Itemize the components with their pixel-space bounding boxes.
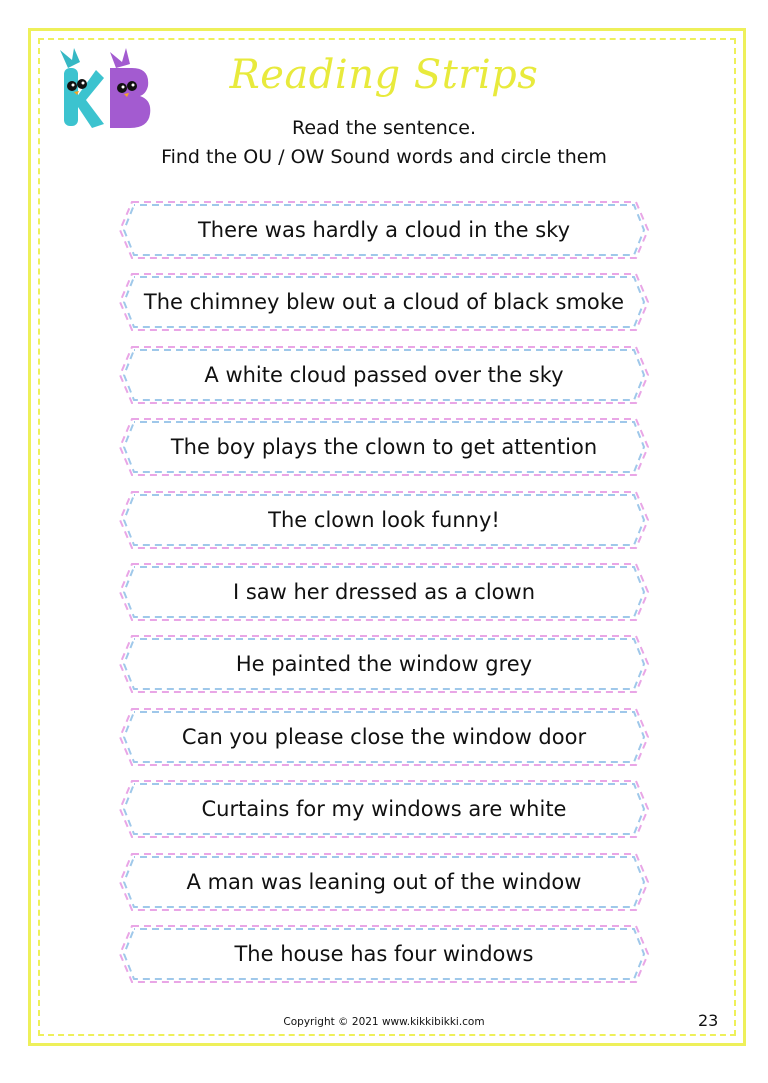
reading-strip <box>118 417 650 477</box>
strip-sentence: Curtains for my windows are white <box>201 797 567 822</box>
reading-strip <box>118 345 650 405</box>
instruction-line-2: Find the OU / OW Sound words and circle them <box>161 146 607 168</box>
strip-sentence: The clown look funny! <box>268 507 500 532</box>
strip-sentence: He painted the window grey <box>235 652 533 677</box>
strip-sentence: A man was leaning out of the window <box>186 869 582 894</box>
strip-sentence: I saw her dressed as a clown <box>232 579 536 604</box>
reading-strip <box>118 200 650 260</box>
strip-sentence: The house has four windows <box>234 941 534 966</box>
reading-strip <box>118 852 650 912</box>
page-title: Reading Strips <box>229 52 539 98</box>
page-number: 23 <box>698 1011 719 1030</box>
strip-sentence: The chimney blew out a cloud of black smoke <box>143 290 625 315</box>
reading-strips-list <box>118 200 650 996</box>
reading-strip <box>118 490 650 550</box>
strip-sentence: There was hardly a cloud in the sky <box>197 218 571 242</box>
reading-strip <box>118 924 650 984</box>
instruction-line-1: Read the sentence. <box>292 117 476 139</box>
reading-strip <box>118 562 650 622</box>
reading-strip <box>118 272 650 332</box>
reading-strip <box>118 634 650 694</box>
reading-strip <box>118 779 650 839</box>
strip-sentence: Can you please close the window door <box>181 724 587 749</box>
strip-sentence: A white cloud passed over the sky <box>204 362 564 387</box>
strip-sentence: The boy plays the clown to get attention <box>170 435 598 460</box>
reading-strip <box>118 707 650 767</box>
copyright-text: Copyright © 2021 www.kikkibikki.com <box>283 1016 485 1028</box>
